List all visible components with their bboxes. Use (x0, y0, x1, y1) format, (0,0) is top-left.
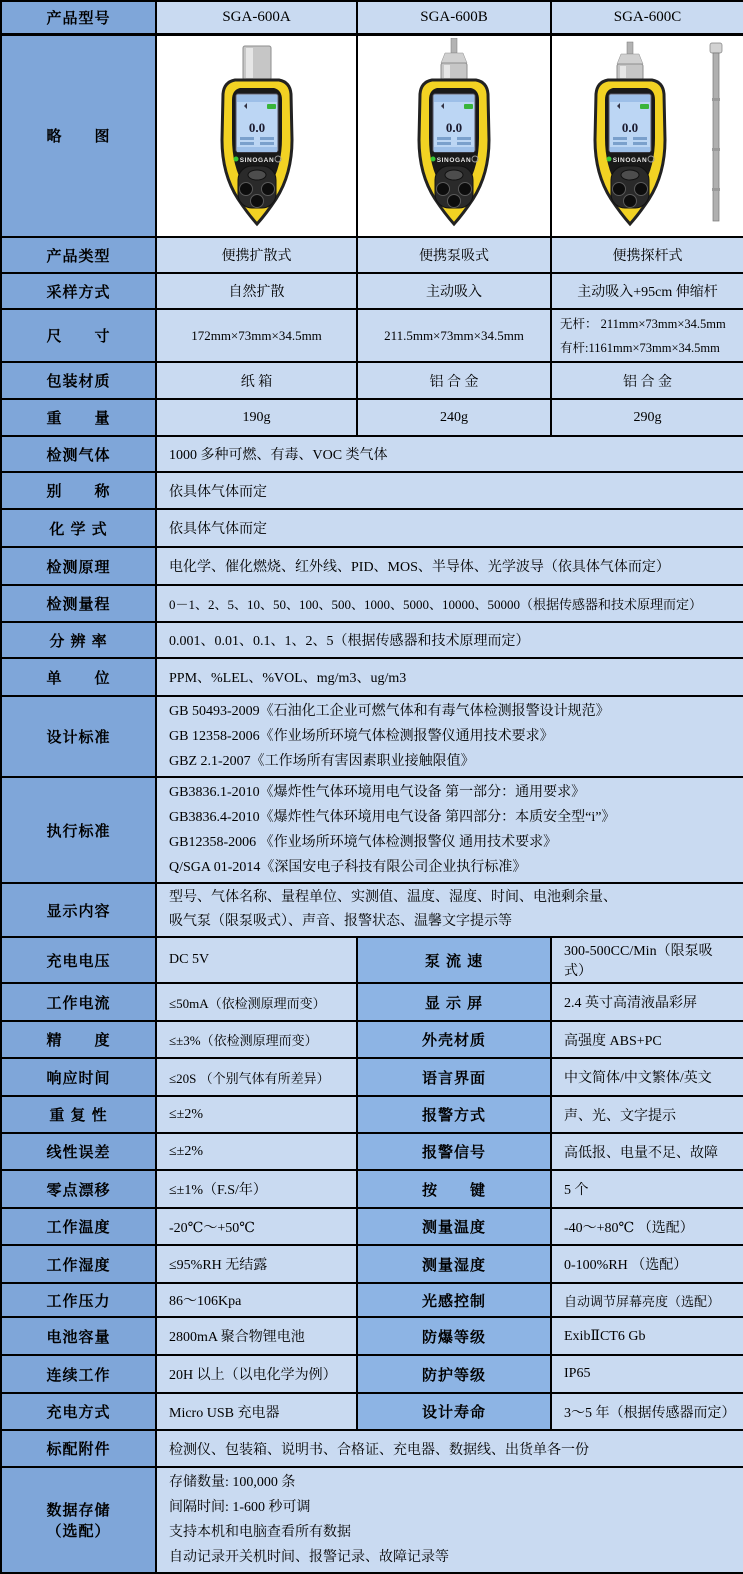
sketch-label: 略 图 (1, 34, 156, 237)
row-label: 尺 寸 (1, 309, 156, 362)
row-charging-method (1, 1393, 743, 1430)
device-image-sga-600b (369, 38, 539, 234)
row-label: 语言界面 (357, 1058, 551, 1096)
cell-value: ≤±2% (156, 1096, 357, 1133)
size-with-rod: 有杆:1161mm×73mm×34.5mm (560, 340, 720, 355)
model-name-b: SGA-600B (357, 1, 551, 34)
row-label: 工作电流 (1, 983, 156, 1021)
row-label (1, 1467, 156, 1573)
row-label: 泵 流 速 (357, 937, 551, 983)
status-led (431, 156, 436, 161)
cell-value: -20℃～+50℃ (156, 1208, 357, 1245)
pump-probe (627, 42, 633, 54)
row-label: 防爆等级 (357, 1317, 551, 1355)
sketch-row (1, 34, 743, 237)
row-label: 检测量程 (1, 585, 156, 622)
standard-line: GB 50493-2009《石油化工企业可燃气体和有毒气体检测报警设计规范》 (169, 704, 610, 719)
cell-value: 172mm×73mm×34.5mm (156, 309, 357, 362)
cell-value: ≤±1%（F.S/年） (156, 1170, 357, 1208)
row-label: 连续工作 (1, 1355, 156, 1393)
cell-value: 高强度 ABS+PC (551, 1021, 743, 1058)
cell-value: 1000 多种可燃、有毒、VOC 类气体 (156, 436, 743, 472)
cell-value (551, 309, 743, 362)
row-label: 按 键 (357, 1170, 551, 1208)
row-gas (1, 436, 743, 472)
cell-value: 自然扩散 (156, 273, 357, 309)
status-led (233, 156, 238, 161)
cell-value: 2.4 英寸高清液晶彩屏 (551, 983, 743, 1021)
cell-value: 240g (357, 399, 551, 436)
row-zero-drift (1, 1170, 743, 1208)
row-label: 显示内容 (1, 883, 156, 937)
cell-value: 0－1、2、5、10、50、100、500、1000、5000、10000、50000（根据传感器和技术原理而定） (156, 585, 743, 622)
row-working-temperature (1, 1208, 743, 1245)
screen-reading: 0.0 (621, 119, 638, 135)
cell-value: ≤20S （个别气体有所差异） (156, 1058, 357, 1096)
row-resolution (1, 622, 743, 658)
row-label: 分 辨 率 (1, 622, 156, 658)
storage-line: 存储数量: 100,000 条 (169, 1475, 296, 1490)
standard-line: GBZ 2.1-2007《工作场所有害因素职业接触限值》 (169, 754, 475, 769)
row-continuous-work (1, 1355, 743, 1393)
row-label: 设计寿命 (357, 1393, 551, 1430)
cell-value: ≤50mA（依检测原理而变） (156, 983, 357, 1021)
battery-icon (267, 104, 276, 109)
cell-value (156, 883, 743, 937)
row-label: 响应时间 (1, 1058, 156, 1096)
storage-label-line: 数据存储 (46, 1502, 111, 1519)
cell-value: 211.5mm×73mm×34.5mm (357, 309, 551, 362)
row-label: 重 量 (1, 399, 156, 436)
standard-line: GB3836.1-2010《爆炸性气体环境用电气设备 第一部分：通用要求》 (169, 785, 586, 800)
row-label: 设计标准 (1, 696, 156, 777)
row-repeatability (1, 1096, 743, 1133)
cell-value: 290g (551, 399, 743, 436)
cell-value: 纸 箱 (156, 362, 357, 399)
row-working-humidity (1, 1245, 743, 1283)
cell-value: 0.001、0.01、0.1、1、2、5（根据传感器和技术原理而定） (156, 622, 743, 658)
cell-value: 中文简体/中文繁体/英文 (551, 1058, 743, 1096)
cell-value: 86～106Kpa (156, 1283, 357, 1317)
row-design-standard (1, 696, 743, 777)
display-line: 型号、气体名称、量程单位、实测值、温度、湿度、时间、电池剩余量、 (169, 890, 617, 905)
standard-line: GB 12358-2006《作业场所环境气体检测报警仪通用技术要求》 (169, 729, 554, 744)
cell-value: -40～+80℃ （选配） (551, 1208, 743, 1245)
row-label: 精 度 (1, 1021, 156, 1058)
row-product-type (1, 237, 743, 273)
brand-text: SINOGAN (239, 156, 274, 164)
row-label: 单 位 (1, 658, 156, 696)
row-range (1, 585, 743, 622)
standard-line: Q/SGA 01-2014《深国安电子科技有限公司企业执行标准》 (169, 860, 527, 875)
cell-value: 便携泵吸式 (357, 237, 551, 273)
row-size (1, 309, 743, 362)
row-label: 执行标准 (1, 777, 156, 883)
cell-value: 5 个 (551, 1170, 743, 1208)
cell-value: 声、光、文字提示 (551, 1096, 743, 1133)
row-linearity-error (1, 1133, 743, 1170)
row-alias (1, 472, 743, 509)
telescopic-rod (713, 53, 719, 221)
cell-value: 高低报、电量不足、故障 (551, 1133, 743, 1170)
row-label: 显 示 屏 (357, 983, 551, 1021)
size-no-rod: 无杆： 211mm×73mm×34.5mm (560, 316, 726, 331)
row-label: 采样方式 (1, 273, 156, 309)
cell-value: 300-500CC/Min（限泵吸式） (551, 937, 743, 983)
row-label: 工作湿度 (1, 1245, 156, 1283)
row-label: 充电电压 (1, 937, 156, 983)
row-label: 工作温度 (1, 1208, 156, 1245)
cell-value: IP65 (551, 1355, 743, 1393)
row-label: 线性误差 (1, 1133, 156, 1170)
cell-value: 自动调节屏幕亮度（选配） (551, 1283, 743, 1317)
cell-value: 检测仪、包装箱、说明书、合格证、充电器、数据线、出货单各一份 (156, 1430, 743, 1467)
row-weight (1, 399, 743, 436)
cell-value: ≤95%RH 无结露 (156, 1245, 357, 1283)
row-label: 检测原理 (1, 547, 156, 585)
cell-value: 2800mA 聚合物锂电池 (156, 1317, 357, 1355)
cell-value: ≤±2% (156, 1133, 357, 1170)
status-led (606, 156, 611, 161)
cell-value: 铝 合 金 (551, 362, 743, 399)
row-sampling (1, 273, 743, 309)
device-image-sga-600c (558, 38, 738, 234)
cell-value: 依具体气体而定 (156, 509, 743, 547)
row-working-current (1, 983, 743, 1021)
standard-line: GB3836.4-2010《爆炸性气体环境用电气设备 第四部分：本质安全型“i”》 (169, 810, 616, 825)
table-header-row (1, 1, 743, 34)
storage-line: 间隔时间: 1-600 秒可调 (169, 1500, 311, 1515)
model-name-a: SGA-600A (156, 1, 357, 34)
cell-value: 主动吸入 (357, 273, 551, 309)
cell-value: 电化学、催化燃烧、红外线、PID、MOS、半导体、光学波导（依具体气体而定） (156, 547, 743, 585)
cell-value: ≤±3%（依检测原理而变） (156, 1021, 357, 1058)
row-accuracy (1, 1021, 743, 1058)
row-working-pressure (1, 1283, 743, 1317)
cell-value: 便携探杆式 (551, 237, 743, 273)
product-image-cell-b (357, 34, 551, 237)
cell-value: 铝 合 金 (357, 362, 551, 399)
row-label: 标配附件 (1, 1430, 156, 1467)
row-display-content (1, 883, 743, 937)
brand-text: SINOGAN (612, 156, 647, 164)
row-formula (1, 509, 743, 547)
battery-icon (464, 104, 473, 109)
row-label: 充电方式 (1, 1393, 156, 1430)
row-label: 报警信号 (357, 1133, 551, 1170)
storage-line: 自动记录开关机时间、报警记录、故障记录等 (169, 1550, 449, 1565)
row-unit (1, 658, 743, 696)
product-image-cell-c (551, 34, 743, 237)
storage-label-line: （选配） (46, 1523, 111, 1540)
row-label: 零点漂移 (1, 1170, 156, 1208)
screen-reading: 0.0 (248, 119, 265, 135)
model-name-c: SGA-600C (551, 1, 743, 34)
cell-value: 主动吸入+95cm 伸缩杆 (551, 273, 743, 309)
battery-icon (640, 104, 649, 109)
display-line: 吸气泵（限泵吸式）、声音、报警状态、温馨文字提示等 (169, 914, 512, 929)
row-label: 光感控制 (357, 1283, 551, 1317)
row-label: 工作压力 (1, 1283, 156, 1317)
row-packaging (1, 362, 743, 399)
cell-value: 20H 以上（以电化学为例） (156, 1355, 357, 1393)
row-label: 测量温度 (357, 1208, 551, 1245)
row-data-storage (1, 1467, 743, 1573)
row-label: 化 学 式 (1, 509, 156, 547)
product-image-cell-a (156, 34, 357, 237)
cell-value: 190g (156, 399, 357, 436)
row-label: 重 复 性 (1, 1096, 156, 1133)
cell-value: 依具体气体而定 (156, 472, 743, 509)
brand-text: SINOGAN (436, 156, 472, 164)
standard-line: GB12358-2006 《作业场所环境气体检测报警仪 通用技术要求》 (169, 835, 558, 850)
row-label: 外壳材质 (357, 1021, 551, 1058)
cell-value: ExibⅡCT6 Gb (551, 1317, 743, 1355)
cell-value: 3～5 年（根据传感器而定） (551, 1393, 743, 1430)
device-image-sga-600a (172, 38, 342, 234)
cell-value: Micro USB 充电器 (156, 1393, 357, 1430)
cell-value: 便携扩散式 (156, 237, 357, 273)
cell-value (156, 1467, 743, 1573)
cell-value: DC 5V (156, 937, 357, 983)
row-label: 产品类型 (1, 237, 156, 273)
row-exec-standard (1, 777, 743, 883)
cell-value (156, 696, 743, 777)
row-label: 检测气体 (1, 436, 156, 472)
row-battery-capacity (1, 1317, 743, 1355)
telescopic-rod-tip (710, 43, 722, 53)
row-label: 电池容量 (1, 1317, 156, 1355)
cell-value (156, 777, 743, 883)
row-label: 报警方式 (357, 1096, 551, 1133)
row-label: 包装材质 (1, 362, 156, 399)
row-response-time (1, 1058, 743, 1096)
row-charge-voltage (1, 937, 743, 983)
row-label: 防护等级 (357, 1355, 551, 1393)
cell-value: 0-100%RH （选配） (551, 1245, 743, 1283)
header-label: 产品型号 (1, 1, 156, 34)
row-label: 测量湿度 (357, 1245, 551, 1283)
screen-reading: 0.0 (445, 119, 463, 135)
row-principle (1, 547, 743, 585)
cell-value: PPM、%LEL、%VOL、mg/m3、ug/m3 (156, 658, 743, 696)
row-accessories (1, 1430, 743, 1467)
storage-line: 支持本机和电脑查看所有数据 (169, 1525, 351, 1540)
pump-probe (451, 38, 457, 53)
row-label: 别 称 (1, 472, 156, 509)
